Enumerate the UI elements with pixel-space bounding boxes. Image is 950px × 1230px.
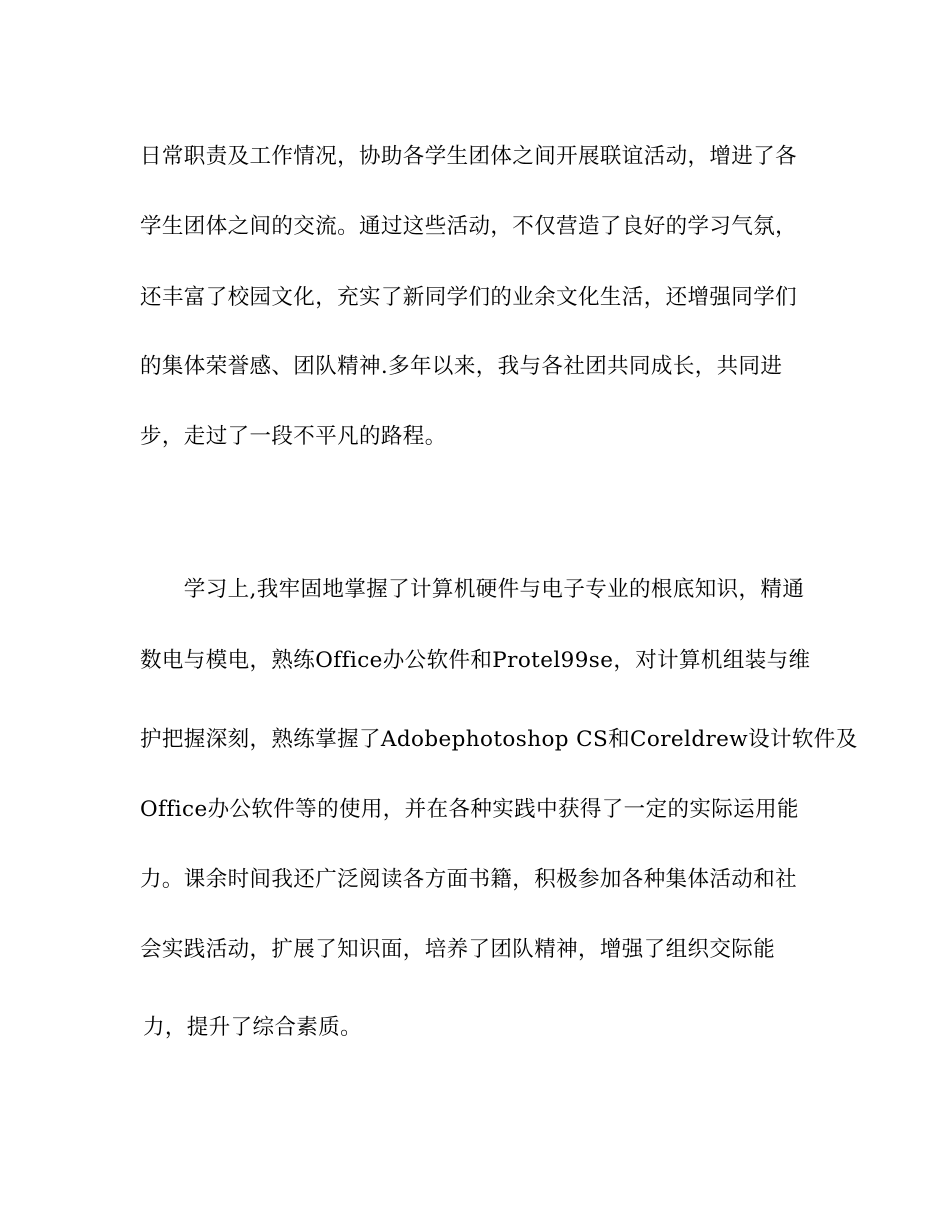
text-line: 学习上,我牢固地掌握了计算机硬件与电子专业的根底知识，精通 <box>140 577 805 602</box>
text-line: 日常职责及工作情况，协助各学生团体之间开展联谊活动，增进了各 <box>140 144 798 169</box>
text-line: Office办公软件等的使用，并在各种实践中获得了一定的实际运用能 <box>140 797 799 822</box>
text-line: 学生团体之间的交流。通过这些活动，不仅营造了良好的学习气氛， <box>140 214 798 239</box>
text-line: 还丰富了校园文化，充实了新同学们的业余文化生活，还增强同学们 <box>140 285 798 310</box>
text-line: 护把握深刻，熟练掌握了Adobephotoshop CS和Coreldrew设计软件及 <box>140 727 858 752</box>
text-line: 数电与模电，熟练Office办公软件和Protel99se，对计算机组装与维 <box>140 648 811 673</box>
text-line: 力。课余时间我还广泛阅读各方面书籍，积极参加各种集体活动和社 <box>140 867 798 892</box>
text-line: 步，走过了一段不平凡的路程。 <box>140 424 447 449</box>
text-line: 力，提升了综合素质。 <box>143 1015 363 1040</box>
text-line: 的集体荣誉感、团队精神.多年以来，我与各社团共同成长，共同进 <box>140 354 783 379</box>
text-line: 会实践活动，扩展了知识面，培养了团队精神，增强了组织交际能 <box>140 937 776 962</box>
